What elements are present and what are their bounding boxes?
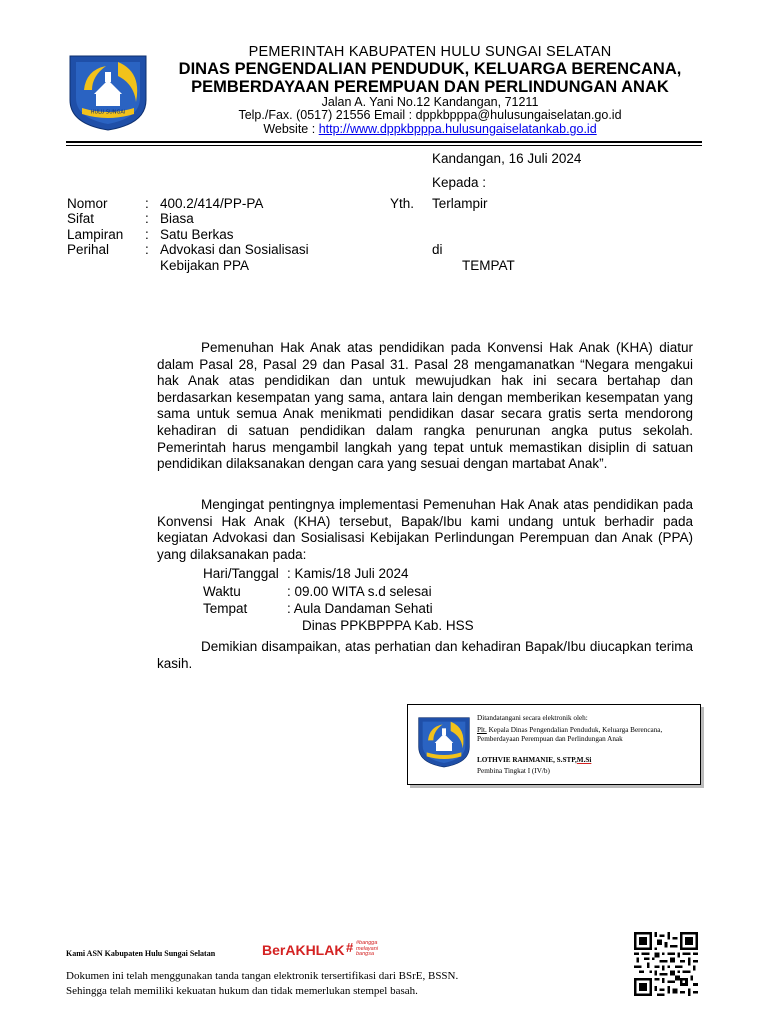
nomor-value: 400.2/414/PP-PA — [160, 196, 264, 211]
berakhlak-tagline — [356, 941, 378, 958]
regency-logo-small-icon — [416, 711, 472, 771]
perihal-value-line-2: Kebijakan PPA — [160, 258, 250, 273]
signer-rank: Pembina Tingkat I (IV/b) — [477, 767, 550, 775]
tempat-label: TEMPAT — [462, 258, 515, 273]
agency-contact: Telp./Fax. (0517) 21556 Email : dppkbpppa@hulusungaiselatan.go.id — [238, 108, 622, 122]
government-name: PEMERINTAH KABUPATEN HULU SUNGAI SELATAN — [248, 44, 612, 60]
event-place-value-2: Dinas PPKBPPPA Kab. HSS — [302, 618, 474, 633]
event-time-value: : 09.00 WITA s.d selesai — [287, 584, 432, 599]
signer-degree: M.Si — [576, 756, 592, 764]
plt-label: Plt. — [477, 726, 487, 734]
agency-website — [150, 122, 710, 136]
header-divider — [66, 141, 702, 143]
tagline-line-1: #bangga — [356, 940, 378, 946]
event-time-label: Waktu — [203, 584, 241, 599]
sifat-colon: : — [145, 211, 149, 226]
website-label: Website : — [263, 122, 316, 136]
lampiran-colon: : — [145, 227, 149, 242]
event-place-label: Tempat — [203, 601, 248, 616]
asn-slogan: Kami ASN Kabupaten Hulu Sungai Selatan — [66, 949, 216, 958]
signature-intro: Ditandatangani secara elektronik oleh: — [477, 714, 588, 722]
event-place-value: : Aula Dandaman Sehati — [287, 601, 433, 616]
kepada-label: Kepada : — [432, 175, 487, 190]
paragraph-1-text: Pemenuhan Hak Anak atas pendidikan pada Konvensi Hak Anak (KHA) diatur dalam Pasal 28, Pasal 29 dan Pasal 31. Pasal 28 mengamanatkan “Negara mengakui hak Anak atas pendidikan dan untuk mewujudkan hak ini secara bertahap dan berdasarkan kesempatan yang sama, antara lain dengan memberikan kesempatan yang sama untuk semua Anak menikmati pendidikan dasar secara gratis serta mendorong kehadiran di satuan pendidikan dalam rangka penurunan angka putus sekolah. Pemerintah harus mengambil langkah yang tepat untuk memastikan disiplin di satuan pendidikan dilaksanakan dengan cara yang sesuai dengan martabat Anak”. — [157, 340, 693, 472]
paragraph-3-text: Demikian disampaikan, atas perhatian dan kehadiran Bapak/Ibu diucapkan terima kasih. — [157, 639, 693, 671]
body-paragraph-3 — [157, 639, 693, 672]
signer-name — [477, 756, 591, 764]
lampiran-label: Lampiran — [67, 227, 124, 242]
qr-code-icon — [634, 932, 698, 996]
perihal-value-line-1: Advokasi dan Sosialisasi — [160, 242, 309, 257]
logo-banner-text: HULU SUNGAI — [90, 109, 126, 116]
header-divider-thin — [66, 145, 702, 146]
body-paragraph-2 — [157, 497, 693, 563]
agency-address: Jalan A. Yani No.12 Kandangan, 71211 — [321, 95, 539, 109]
yth-label: Yth. — [390, 196, 415, 211]
place-date: Kandangan, 16 Juli 2024 — [432, 151, 582, 166]
event-date-value: : Kamis/18 Juli 2024 — [287, 566, 409, 581]
position-text: Kepala Dinas Pengendalian Penduduk, Keluarga Berencana, — [488, 726, 663, 734]
di-label: di — [432, 242, 443, 257]
tagline-line-3: bangsa — [356, 951, 375, 957]
bsre-disclaimer-line-1: Dokumen ini telah menggunakan tanda tangan elektronik tersertifikasi dari BSrE, BSSN. — [66, 970, 459, 982]
sifat-value: Biasa — [160, 211, 194, 226]
perihal-label: Perihal — [67, 242, 110, 257]
website-link[interactable]: http://www.dppkbpppa.hulusungaiselatankab.go.id — [318, 122, 597, 136]
lampiran-value: Satu Berkas — [160, 227, 234, 242]
signature-position-line-2: Pemberdayaan Perempuan dan Perlindungan Anak — [477, 735, 623, 743]
bsre-disclaimer-line-2: Sehingga telah memiliki kekuatan hukum dan tidak memerlukan stempel basah. — [66, 985, 418, 997]
event-date-label: Hari/Tanggal — [203, 566, 279, 581]
signer-name-text: LOTHVIE RAHMANIE, S.STP, — [477, 756, 577, 764]
nomor-colon: : — [145, 196, 149, 211]
recipient: Terlampir — [432, 196, 488, 211]
agency-name-line-2: PEMBERDAYAAN PEREMPUAN DAN PERLINDUNGAN ANAK — [191, 78, 669, 96]
berakhlak-logo: BerAKHLAK — [262, 942, 345, 958]
electronic-signature-box — [407, 704, 701, 785]
hashtag-icon: # — [346, 940, 354, 955]
nomor-label: Nomor — [67, 196, 108, 211]
sifat-label: Sifat — [67, 211, 95, 226]
regency-logo-icon — [66, 50, 150, 132]
signature-position-line-1 — [477, 726, 662, 734]
paragraph-2-text: Mengingat pentingnya implementasi Pemenuhan Hak Anak atas pendidikan pada Konvensi Hak Anak (KHA) tersebut, Bapak/Ibu kami undang untuk berhadir pada kegiatan Advokasi dan Sosialisasi Kebijakan Perlindungan Perempuan dan Anak (PPA) yang dilaksanakan pada: — [157, 497, 693, 562]
body-paragraph-1 — [157, 340, 693, 473]
perihal-colon: : — [145, 242, 149, 257]
agency-name-line-1: DINAS PENGENDALIAN PENDUDUK, KELUARGA BERENCANA, — [178, 60, 682, 78]
tagline-line-2: melayani — [356, 945, 379, 952]
